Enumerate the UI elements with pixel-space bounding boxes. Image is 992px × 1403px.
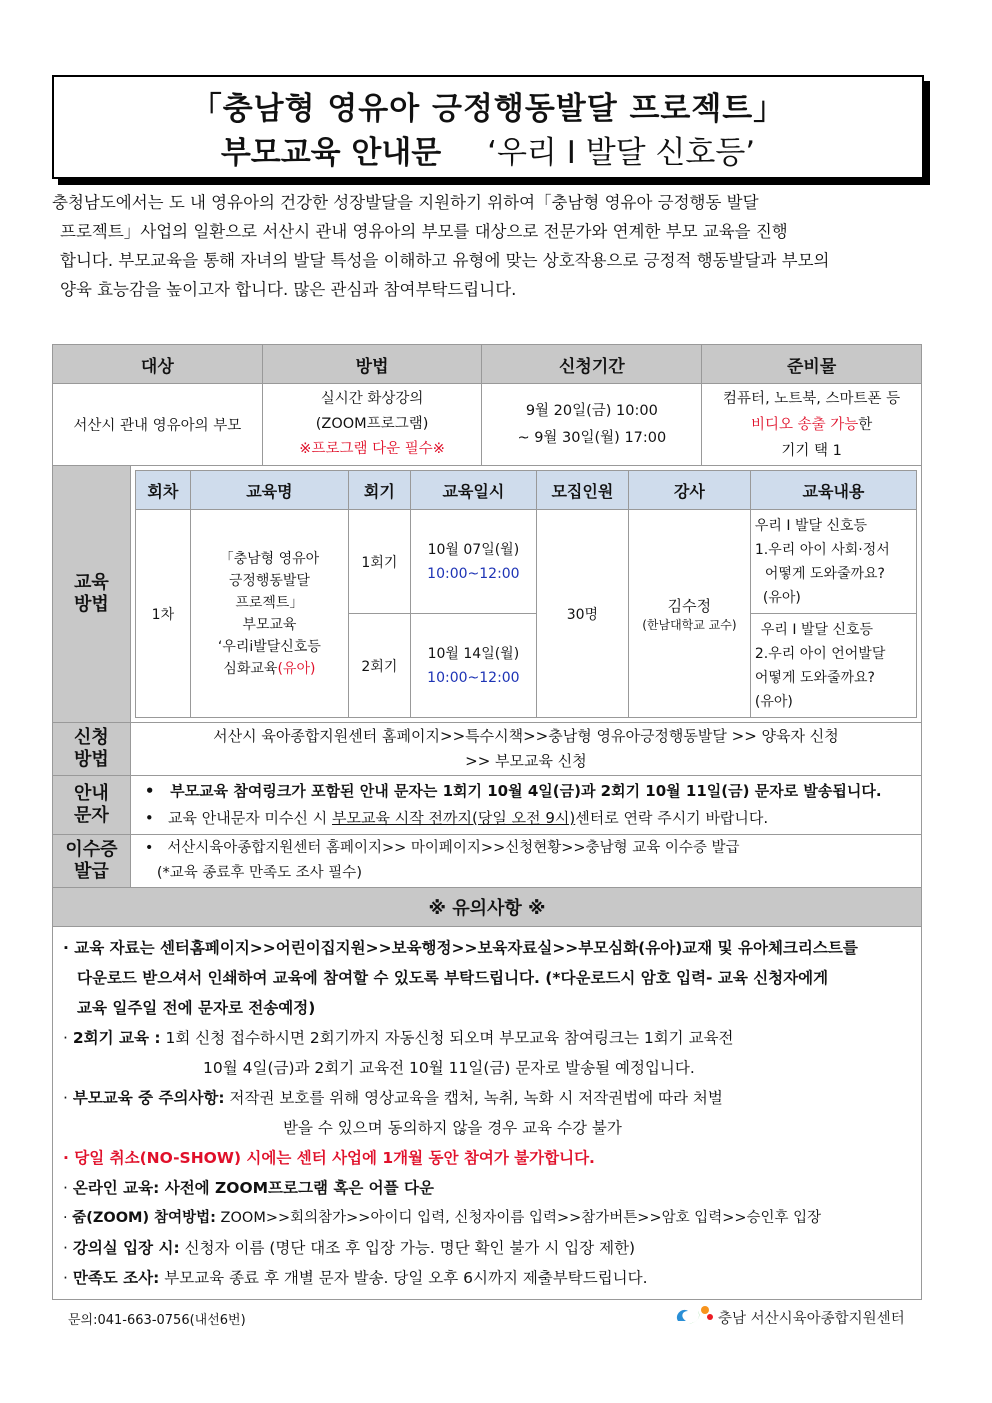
apply-path: 서산시 육아종합지원센터 홈페이지>>특수시책>>충남형 영유아긍정행동발달 >> 양육자 신청 [213,727,839,745]
content-line: 어떻게 도와줄까요? [764,565,885,582]
guide-label [53,776,131,835]
guide-bullet: • 교육 안내문자 미수신 시 부모교육 시작 전까지(당일 오전 9시)센터로 연락 주시기 바랍니다. [144,809,769,827]
label-line: 교육 [74,572,109,593]
edu-method-label [53,466,131,723]
round-value: 1차 [135,510,190,718]
session-2: 2회기 [348,614,410,718]
session-date: 10월 14일(월) [427,645,520,662]
capacity-value: 30명 [536,510,628,718]
notice-item: · 부모교육 중 주의사항: 저작권 보호를 위해 영상교육을 캡처, 녹취, 녹화 시 저작권법에 따라 처벌 [63,1089,723,1107]
apply-path: >> 부모교육 신청 [465,752,587,770]
method-required: ※프로그램 다운 필수※ [299,441,445,457]
guide-bullet-text: 부모교육 참여링크가 포함된 안내 문자는 1회기 10월 4일(금)과 2회기 10월 11일(금) 문자로 발송됩니다. [170,782,882,800]
method-line: 실시간 화상강의 [320,391,424,407]
guide-text [130,776,921,835]
notice-item: · 온라인 교육: 사전에 ZOOM프로그램 혹은 어플 다운 [63,1179,434,1197]
lecturer-value [628,510,750,718]
intro-paragraph [52,188,932,304]
session-1: 1회기 [348,510,410,614]
cert-path: 서산시육아종합지원센터 홈페이지>> 마이페이지>>신청현황>>충남형 교육 이수증 발급 [167,840,740,856]
course-name-line [192,658,347,680]
notice-warning: 당일 취소(NO-SHOW) 시에는 센터 사업에 1개월 동안 참여가 불가합니다. [74,1149,595,1167]
notice-text: 사전에 ZOOM프로그램 혹은 어플 다운 [159,1179,434,1197]
notice-text: 교육 일주일 전에 문자로 전송예정) [77,999,316,1017]
org-logo [672,1303,905,1331]
notice-label: 부모교육 중 주의사항: [72,1089,225,1107]
apply-label [53,723,131,776]
notice-item: · 강의실 입장 시: 신청자 이름 (명단 대조 후 입장 가능. 명단 확인 불가 시 입장 제한) [63,1239,636,1257]
guide-deadline: 부모교육 시작 전까지(당일 오전 9시) [332,809,576,827]
col-content: 교육내용 [750,471,916,510]
label-line: 방법 [74,749,109,770]
notice-title: ※ 유의사항 ※ [53,888,922,927]
period-value [482,384,702,466]
intro-line: 프로젝트」사업의 일환으로 서산시 관내 영유아의 부모를 대상으로 전문가와 연계한 부모 교육을 진행 [60,222,788,241]
label-line: 발급 [74,861,109,882]
label-line: 신청 [74,727,109,748]
col-round: 회차 [135,471,190,510]
content-1 [750,510,916,614]
header-prep: 준비물 [702,345,922,384]
header-target: 대상 [53,345,263,384]
org-name: 충남 서산시육아종합지원센터 [718,1310,905,1327]
prep-line [703,412,920,438]
target-value: 서산시 관내 영유아의 부모 [53,384,263,466]
content-line: 2.우리 아이 언어발달 [754,645,886,662]
org-logo-icon [672,1303,714,1331]
notice-label: 강의실 입장 시: [72,1239,180,1257]
prep-line: 기기 택 1 [781,442,842,459]
guide-bullet-text: 교육 안내문자 미수신 시 [168,809,333,827]
cert-label [53,835,131,888]
method-value [262,384,482,466]
guide-bullet-text: 센터로 연락 주시기 바랍니다. [575,809,769,827]
cert-note: (*교육 종료후 만족도 조사 필수) [156,865,362,881]
intro-line: 합니다. 부모교육을 통해 자녀의 발달 특성을 이해하고 유형에 맞는 상호작용으로 긍정적 행동발달과 부모의 [60,251,830,270]
notice-text: 저작권 보호를 위해 영상교육을 캡처, 녹취, 녹화 시 저작권법에 따라 처벌 [224,1089,723,1107]
label-line: 안내 [74,783,109,804]
content-line: 어떻게 도와줄까요? [754,669,875,686]
intro-line: 양육 효능감을 높이고자 합니다. 많은 관심과 참여부탁드립니다. [60,280,517,299]
notice-text: 부모교육 종료 후 개별 문자 발송. 당일 오후 6시까지 제출부탁드립니다. [159,1269,648,1287]
page-title: 「충남형 영유아 긍정행동발달 프로젝트」 [190,91,786,127]
course-name-line: 부모교육 [242,616,297,633]
contact-info: 문의:041-663-0756(내선6번) [68,1313,246,1328]
content-line: 1.우리 아이 사회·정서 [754,541,890,558]
col-datetime: 교육일시 [410,471,536,510]
notice-text: ZOOM>>회의참가>>아이디 입력, 신청자이름 입력>>참가버튼>>암호 입력>>승인후 입장 [215,1210,822,1226]
course-name-line: 프로젝트」 [235,594,304,611]
notice-text: 10월 4일(금)과 2회기 교육전 10월 11일(금) 문자로 발송될 예정입니다. [203,1059,695,1077]
label-line: 방법 [74,594,109,615]
header-period: 신청기간 [482,345,702,384]
prep-value [702,384,922,466]
notice-text: 1회 신청 접수하시면 2회기까지 자동신청 되오며 부모교육 참여링크는 1회기 교육전 [160,1029,734,1047]
content-line: (유아) [762,589,801,606]
cert-bullet: • 서산시육아종합지원센터 홈페이지>> 마이페이지>>신청현황>>충남형 교육 이수증 발급 [144,840,740,856]
notice-text: 교육 자료는 센터홈페이지>>어린이집지원>>보육행정>>보육자료실>>부모심화(유아)교재 및 유아체크리스트를 [74,939,858,957]
notice-item: · 줌(ZOOM) 참여방법: ZOOM>>회의참가>>아이디 입력, 신청자이름 입력>>참가버튼>>암호 입력>>승인후 입장 [63,1210,822,1226]
notice-item: · 교육 자료는 센터홈페이지>>어린이집지원>>보육행정>>보육자료실>>부모심화(유아)교재 및 유아체크리스트를 [63,939,858,957]
session-1-datetime [410,510,536,614]
notice-item: · 당일 취소(NO-SHOW) 시에는 센터 사업에 1개월 동안 참여가 불가합니다. [63,1149,595,1167]
notice-label: 2회기 교육 : [72,1029,161,1047]
label-line: 이수증 [65,839,118,860]
lecturer-affiliation: (한남대학교 교수) [642,617,737,632]
lecturer-name: 김수정 [667,596,712,615]
session-2-datetime [410,614,536,718]
prep-highlight: 비디오 송출 가능 [750,416,859,433]
course-level-age: (유아) [277,660,316,677]
course-name [190,510,348,718]
session-time: 10:00~12:00 [427,669,520,686]
notice-text: 다운로드 받으셔서 인쇄하여 교육에 참여할 수 있도록 부탁드립니다. (*다운로드시 암호 입력- 교육 신청자에게 [77,969,829,987]
notice-label: 줌(ZOOM) 참여방법: [72,1210,216,1226]
label-line: 문자 [74,805,109,826]
course-name-line: 「충남형 영유아 [219,550,320,567]
method-line: (ZOOM프로그램) [315,416,429,432]
session-time: 10:00~12:00 [427,565,520,582]
page-subtitle [54,127,922,172]
notice-item: · 2회기 교육 : 1회 신청 접수하시면 2회기까지 자동신청 되오며 부모교육 참여링크는 1회기 교육전 [63,1029,734,1047]
content-title: 우리 I 발달 신호등 [760,621,874,638]
col-session: 회기 [348,471,410,510]
cert-text [130,835,921,888]
notice-list [53,927,922,1300]
content-title: 우리 I 발달 신호등 [754,517,868,534]
content-2 [750,614,916,718]
course-level: 심화교육 [223,660,278,677]
notice-item: · 만족도 조사: 부모교육 종료 후 개별 문자 발송. 당일 오후 6시까지 제출부탁드립니다. [63,1269,648,1287]
notice-label: 만족도 조사: [72,1269,160,1287]
main-info-table [52,344,922,1300]
session-date: 10월 07일(월) [427,541,520,558]
notice-text: 신청자 이름 (명단 대조 후 입장 가능. 명단 확인 불가 시 입장 제한) [179,1239,636,1257]
period-end: ~ 9월 30일(월) 17:00 [517,429,667,446]
subtitle-program: ‘우리 I 발달 신호등’ [487,135,756,171]
apply-method [130,723,921,776]
course-name-line: ‘우리i발달신호등 [217,638,321,655]
notice-text: 받을 수 있으며 동의하지 않을 경우 교육 수강 불가 [283,1119,622,1137]
schedule-table [135,470,917,718]
col-name: 교육명 [190,471,348,510]
col-capacity: 모집인원 [536,471,628,510]
course-name-line: 긍정행동발달 [228,572,310,589]
subtitle-main: 부모교육 안내문 [220,135,442,171]
notice-label: 온라인 교육: [72,1179,160,1197]
prep-line: 컴퓨터, 노트북, 스마트폰 등 [723,390,901,407]
header-method: 방법 [262,345,482,384]
prep-suffix: 한 [858,416,873,433]
content-line: (유아) [754,693,793,710]
col-lecturer: 강사 [628,471,750,510]
title-box [52,75,924,179]
guide-bullet: • 부모교육 참여링크가 포함된 안내 문자는 1회기 10월 4일(금)과 2회기 10월 11일(금) 문자로 발송됩니다. [144,782,882,800]
schedule-cell [130,466,921,723]
period-start: 9월 20일(금) 10:00 [525,402,658,419]
intro-line: 충청남도에서는 도 내 영유아의 건강한 성장발달을 지원하기 위하여「충남형 영유아 긍정행동 발달 [52,193,759,212]
